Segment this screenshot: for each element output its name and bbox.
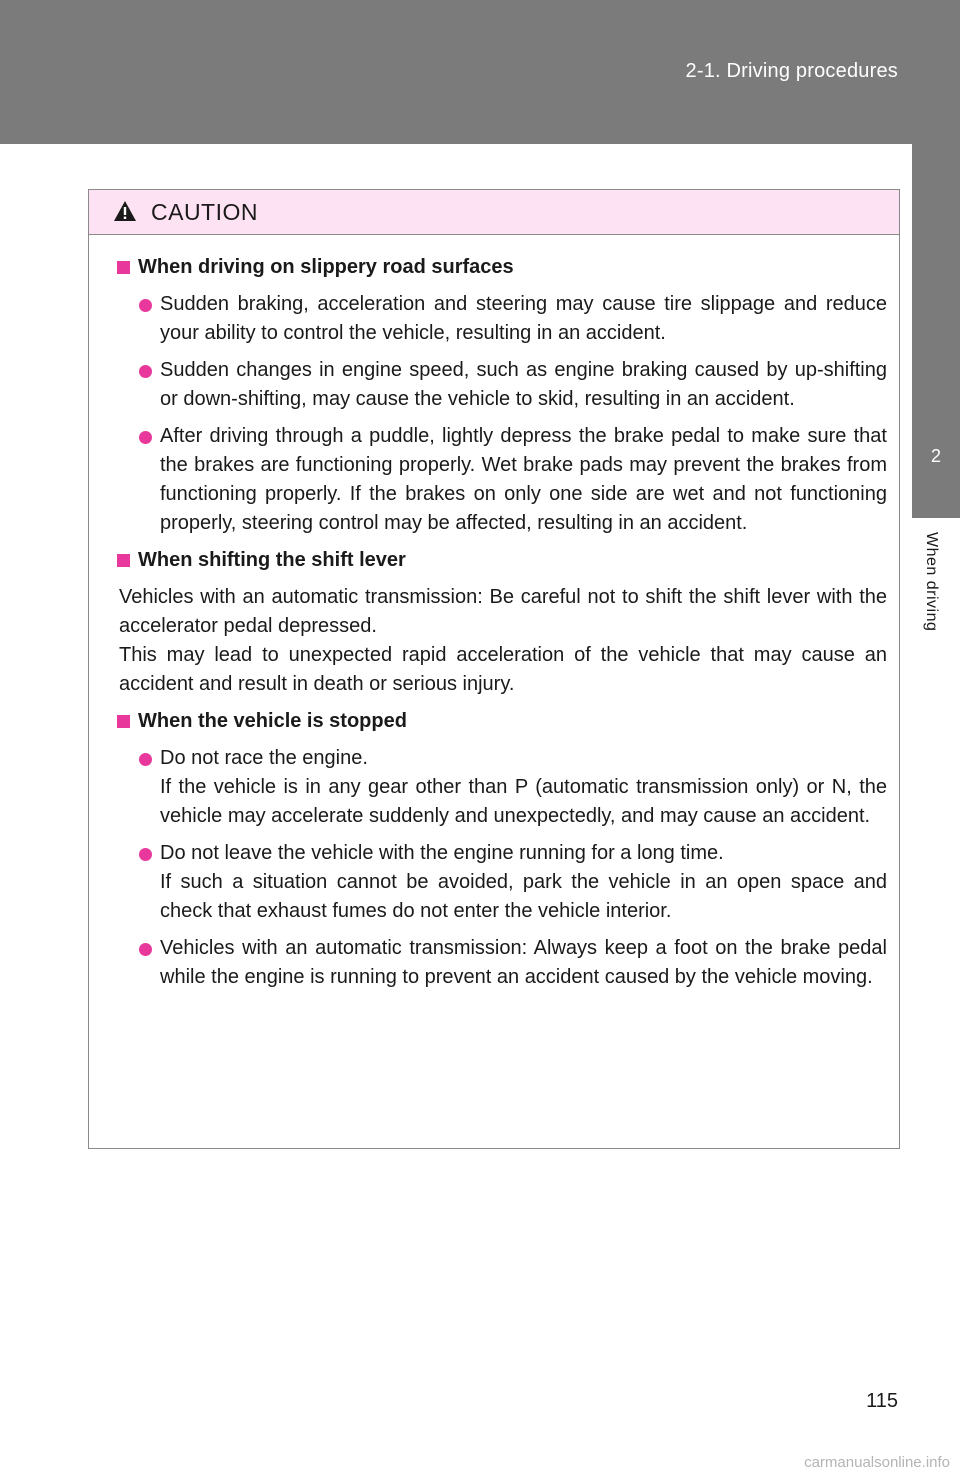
list-item [117, 422, 887, 538]
list-item-text: After driving through a puddle, lightly depress the brake pedal to make sure that the brakes are functioning properly. Wet brake pads may prevent the brakes from functioning properly. If the brakes on only one side are wet and not functioning properly, steering control may be affected, resulting in an accident. [160, 425, 887, 534]
round-bullet-icon [139, 431, 152, 444]
list-item [117, 356, 887, 414]
list-item [117, 290, 887, 348]
warning-icon [113, 200, 137, 222]
list-item-text: Sudden braking, acceleration and steering may cause tire slippage and reduce your ability to control the vehicle, resulting in an accident. [160, 293, 887, 344]
list-item-text: Do not leave the vehicle with the engine running for a long time. [160, 842, 724, 864]
caution-title: CAUTION [151, 199, 258, 225]
round-bullet-icon [139, 943, 152, 956]
list-item [117, 744, 887, 831]
list-item-text: If such a situation cannot be avoided, park the vehicle in an open space and check that exhaust fumes do not enter the vehicle interior. [160, 871, 887, 922]
chapter-name: When driving [923, 532, 940, 632]
list-item [117, 839, 887, 926]
watermark: carmanualsonline.info [804, 1454, 950, 1471]
section-heading-text: When driving on slippery road surfaces [138, 256, 514, 278]
list-item-text: Do not race the engine. [160, 747, 368, 769]
square-bullet-icon [117, 261, 130, 274]
section-heading-stopped [117, 707, 887, 736]
list-item-text: Vehicles with an automatic transmission: Always keep a foot on the brake pedal while the engine is running to prevent an accident caused by the vehicle moving. [160, 937, 887, 988]
caution-body [89, 235, 899, 992]
section-heading-slippery [117, 253, 887, 282]
caution-header [89, 190, 899, 235]
section-heading-shift-lever [117, 546, 887, 575]
section-heading-text: When shifting the shift lever [138, 549, 406, 571]
paragraph-block [117, 583, 887, 699]
square-bullet-icon [117, 554, 130, 567]
chapter-number: 2 [930, 446, 941, 466]
list-item-text: If the vehicle is in any gear other than P (automatic transmission only) or N, the vehicle may accelerate suddenly and unexpectedly, and may cause an accident. [160, 776, 887, 827]
section-title: 2-1. Driving procedures [685, 60, 898, 82]
round-bullet-icon [139, 848, 152, 861]
section-heading-text: When the vehicle is stopped [138, 710, 407, 732]
paragraph-text: This may lead to unexpected rapid acceleration of the vehicle that may cause an accident and result in death or serious injury. [119, 644, 887, 695]
list-item-text: Sudden changes in engine speed, such as engine braking caused by up-shifting or down-shifting, may cause the vehicle to skid, resulting in an accident. [160, 359, 887, 410]
caution-box [88, 189, 900, 1149]
square-bullet-icon [117, 715, 130, 728]
round-bullet-icon [139, 299, 152, 312]
side-tab-upper [912, 144, 960, 386]
round-bullet-icon [139, 753, 152, 766]
paragraph-text: Vehicles with an automatic transmission: Be careful not to shift the shift lever with the accelerator pedal depressed. [119, 586, 887, 637]
page-number: 115 [866, 1390, 898, 1412]
round-bullet-icon [139, 365, 152, 378]
list-item [117, 934, 887, 992]
